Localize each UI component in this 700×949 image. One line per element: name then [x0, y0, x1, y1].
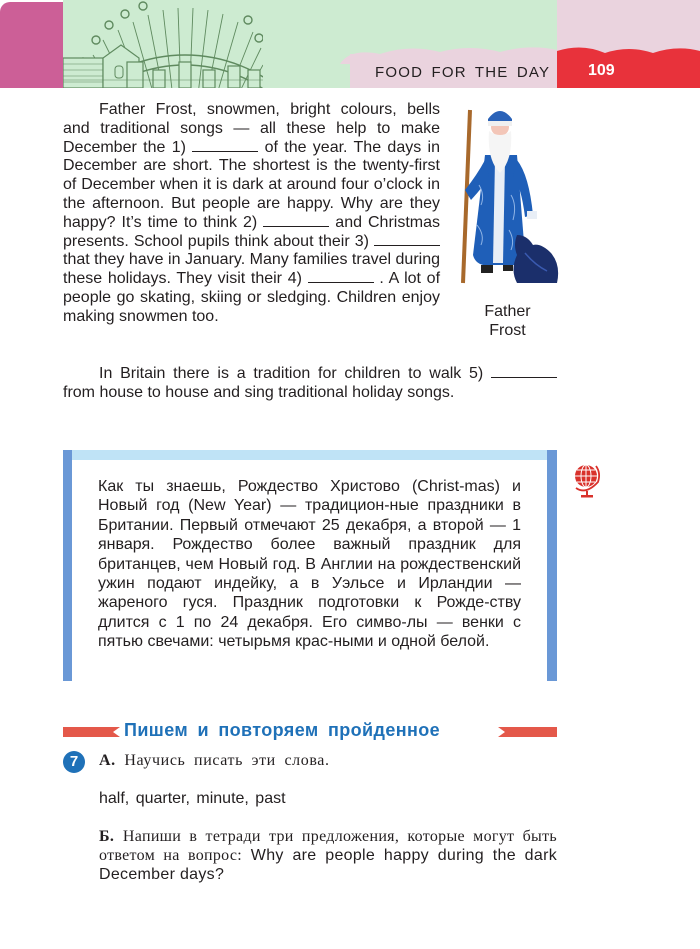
answer-blank-2[interactable] [263, 214, 329, 227]
answer-blank-5[interactable] [491, 365, 557, 378]
figure-caption-line: Father [484, 303, 531, 320]
reading-paragraph-1 [63, 101, 440, 327]
info-box-right-border [547, 450, 557, 681]
header-pink-tab [0, 2, 63, 88]
page-number-background [557, 56, 700, 88]
answer-blank-4[interactable] [308, 270, 374, 283]
page-header [0, 0, 700, 88]
task-b-instruction [99, 827, 557, 884]
globe-icon [570, 460, 604, 500]
vocabulary-words: half, quarter, minute, past [99, 790, 286, 807]
task-a-instruction [99, 752, 330, 770]
section-ribbon-left [63, 727, 120, 737]
section-title: FOOD FOR THE DAY [375, 64, 551, 81]
page-number: 109 [588, 62, 615, 79]
task-a-text: Научись писать эти слова. [124, 752, 330, 769]
reading-text-segment: . A lot of people go skating, skiing or sledging. Children enjoy making snowmen too. [63, 270, 441, 325]
reading-text-segment: of the year. The days in December are short. The shortest is the twenty-first of December when it is dark at around four o’clock in the afternoon. But people are happy. Why are they happy? It’s time to think 2) [63, 138, 440, 231]
ferris-wheel-illustration-icon [63, 0, 263, 88]
answer-blank-1[interactable] [192, 139, 258, 152]
task-b-text-en: Why are people happy during the dark December days? [99, 847, 558, 883]
reading-text-segment: Father Frost, snowmen, bright colours, bells and traditional songs — all these help to make December the 1) [63, 101, 440, 156]
task-b-label: Б. [99, 828, 115, 845]
reading-text-segment: and Christmas presents. School pupils think about their 3) [63, 213, 441, 250]
answer-blank-3[interactable] [374, 233, 440, 246]
section-heading: Пишем и повторяем пройденное [124, 720, 441, 740]
info-box-text: Как ты знаешь, Рождество Христово (Christ-mas) и Новый год (New Year) — традицион-ные праздники в Британии. Первый отмечают 25 декабря, а второй — 1 января. Рождество более важный праздник для британцев, чем Новый год. В Англии на рождественский ужин подают индейку, а в Уэльсе и Ирландии — жареного гуся. Праздник подготовки к Рожде-ству длится с 1 по 24 декабря. Его симво-лы — венки с пятью свечами: четырьмя крас-ными и одной белой. [98, 478, 521, 651]
exercise-number-badge: 7 [63, 751, 85, 773]
reading-paragraph-2 [63, 365, 557, 403]
reading-text-segment: that they have in January. Many families travel during these holidays. They visit their 4) [63, 251, 440, 288]
figure-caption-line: Frost [489, 322, 526, 339]
reading-text-segment: from house to house and sing traditional holiday songs. [63, 383, 455, 401]
task-a-label: А. [99, 752, 116, 769]
figure-caption [460, 302, 555, 340]
section-ribbon-right [498, 727, 557, 737]
info-box-left-border [63, 450, 72, 681]
father-frost-image [455, 105, 560, 295]
info-box-top-border [63, 450, 557, 460]
task-b-text-ru: Напиши в тетради три предложения, которые могут быть ответом на вопрос: [99, 828, 557, 864]
reading-text-segment: In Britain there is a tradition for children to walk 5) [99, 365, 484, 382]
